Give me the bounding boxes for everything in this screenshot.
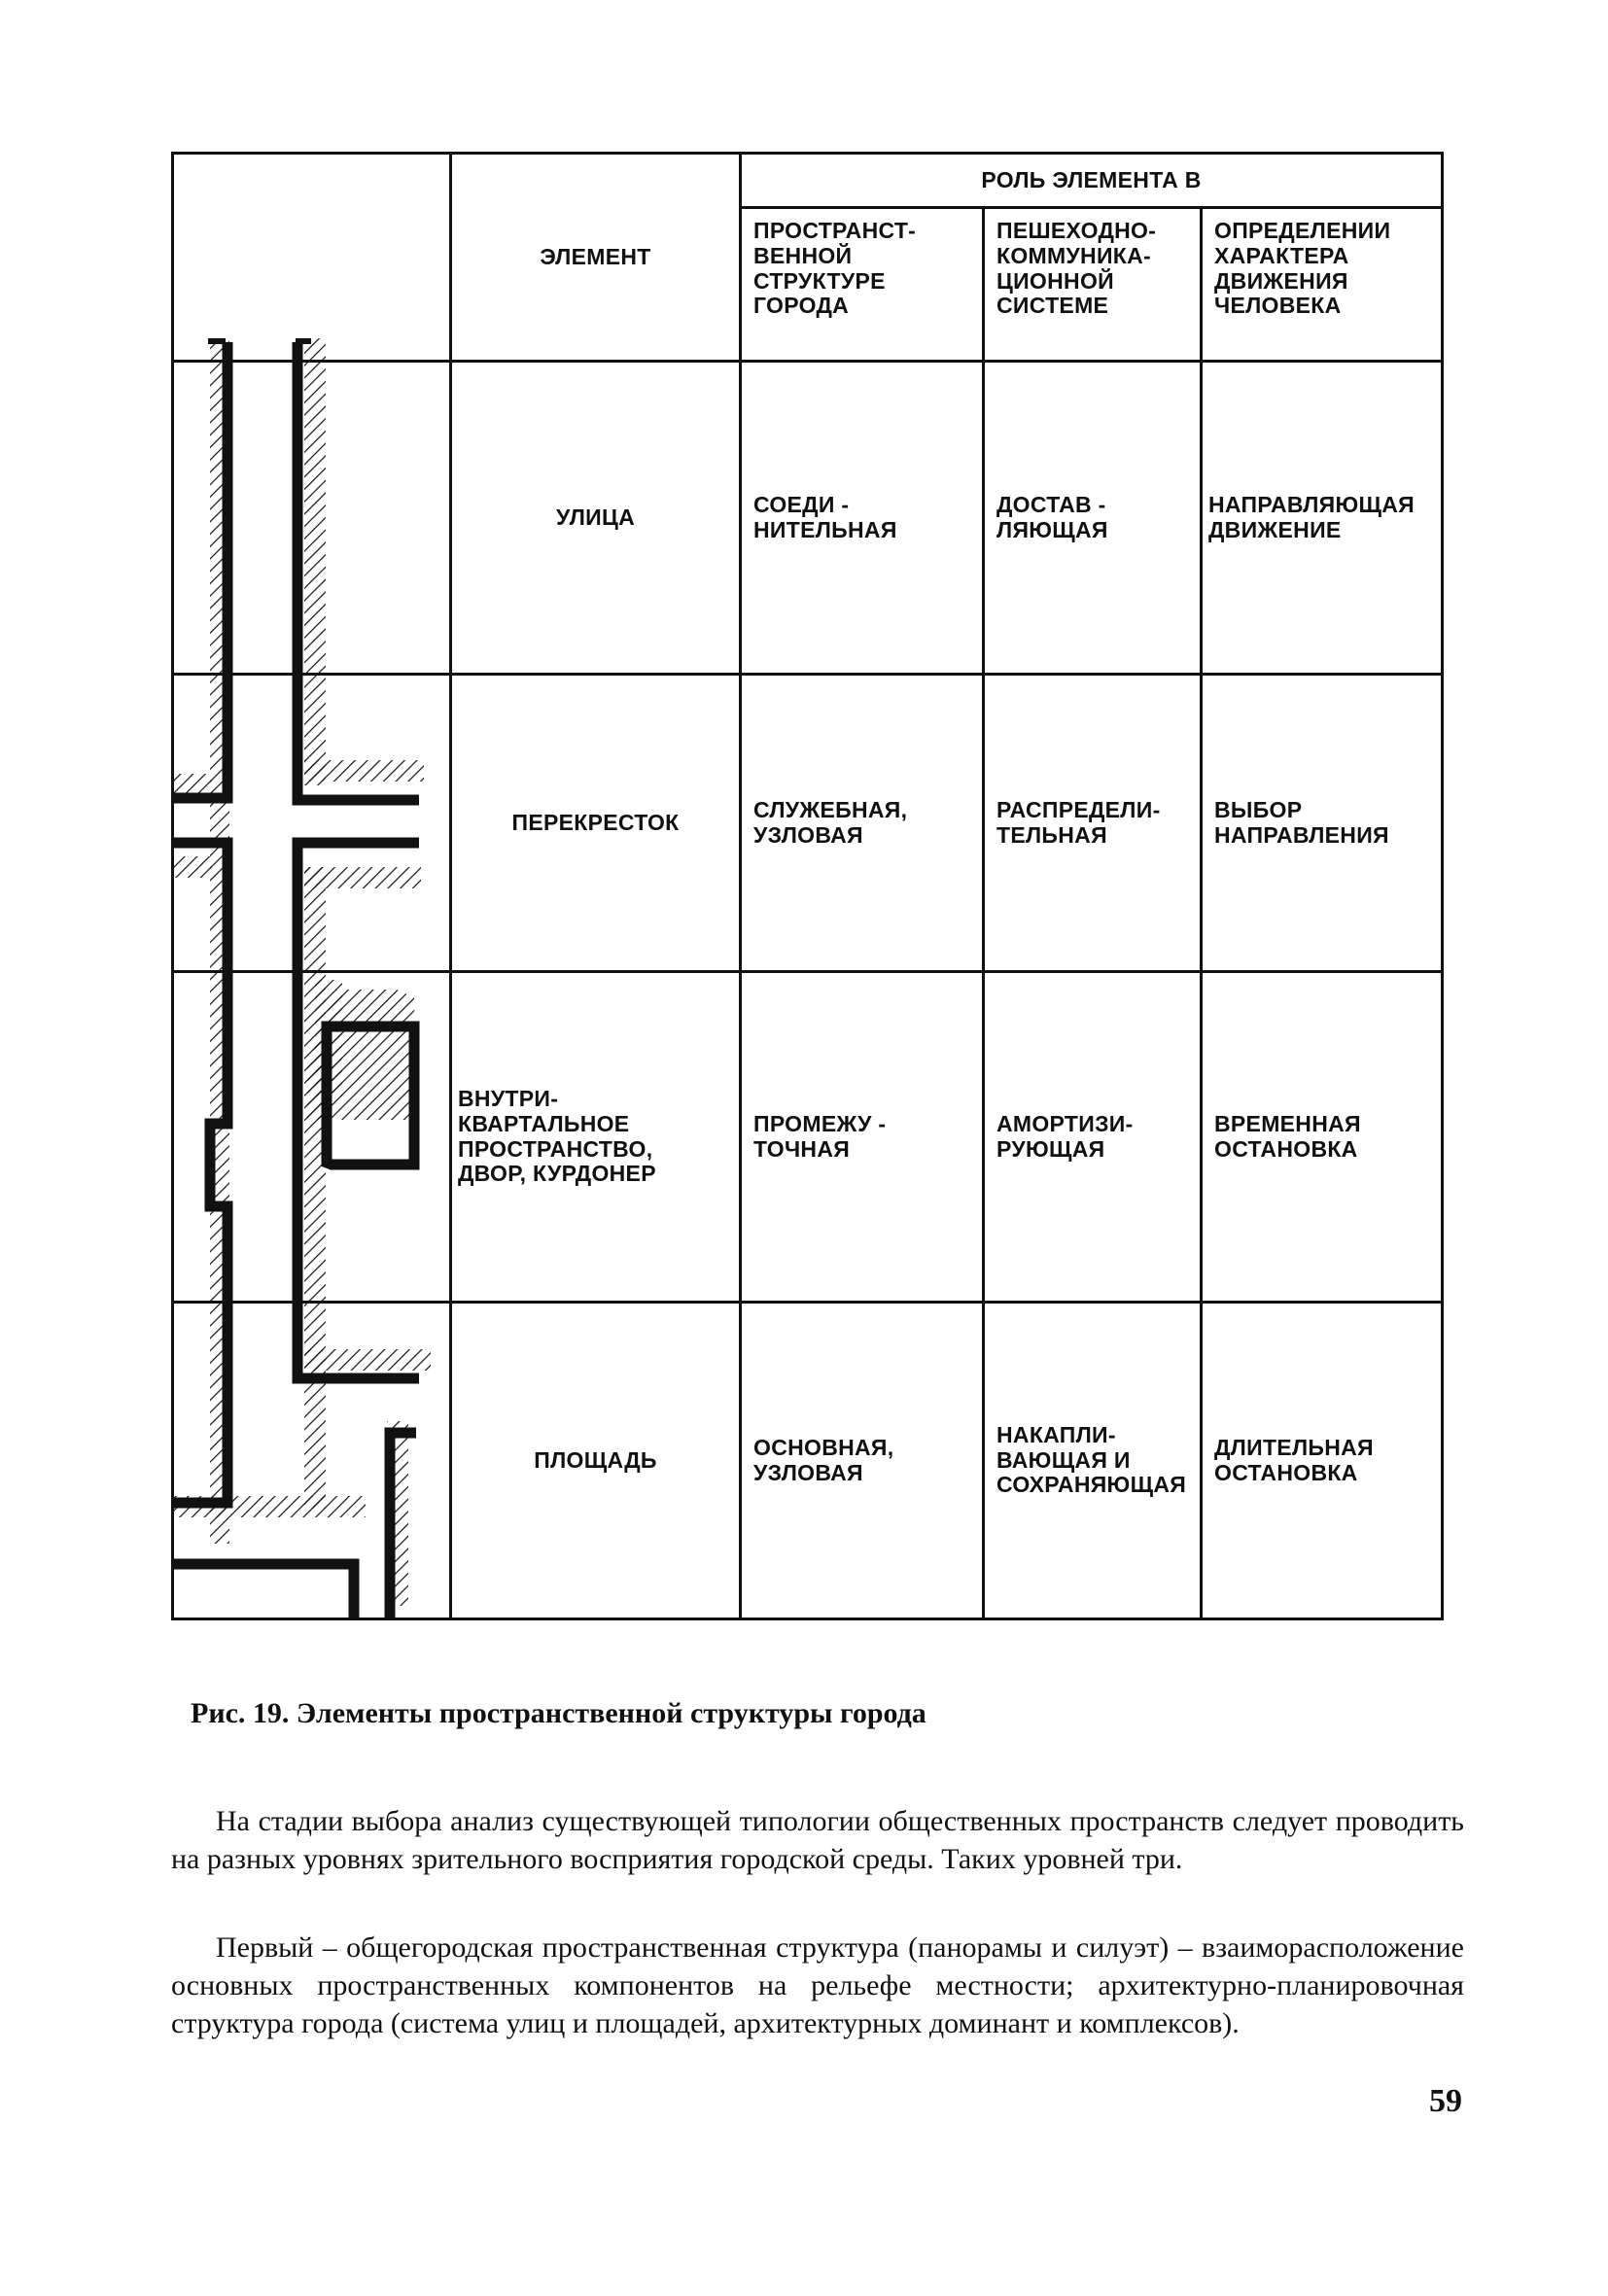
table-row xyxy=(173,1303,1443,1619)
plan-cell-courtyard xyxy=(173,972,451,1303)
role-pedestrian: АМОРТИЗИ- РУЮЩАЯ xyxy=(984,972,1202,1303)
element-name: УЛИЦА xyxy=(451,362,741,675)
table-row xyxy=(173,675,1443,972)
plan-cell-crossroad xyxy=(173,675,451,972)
figure-caption: Рис. 19. Элементы пространственной структуры города xyxy=(191,1697,926,1729)
role-movement: НАПРАВЛЯЮЩАЯ ДВИЖЕНИЕ xyxy=(1202,362,1443,675)
table-row xyxy=(173,972,1443,1303)
column-header-movement: ОПРЕДЕЛЕНИИ ХАРАКТЕРА ДВИЖЕНИЯ ЧЕЛОВЕКА xyxy=(1202,208,1443,362)
role-spatial: СЛУЖЕБНАЯ, УЗЛОВАЯ xyxy=(741,675,984,972)
plan-cell-street xyxy=(173,362,451,675)
table-header-row-1 xyxy=(173,154,1443,208)
column-header-spatial: ПРОСТРАНСТ- ВЕННОЙ СТРУКТУРЕ ГОРОДА xyxy=(741,208,984,362)
role-pedestrian: НАКАПЛИ- ВАЮЩАЯ И СОХРАНЯЮЩАЯ xyxy=(984,1303,1202,1619)
role-spatial: ПРОМЕЖУ - ТОЧНАЯ xyxy=(741,972,984,1303)
paragraph: Первый – общегородская пространственная структура (панорамы и силуэт) – взаиморасположение основных пространственных компонентов на рельефе местности; архитектурно-планировочная структура города (система улиц и площадей, архитектурных доминант и комплексов). xyxy=(171,1931,1464,2039)
role-movement: ВЫБОР НАПРАВЛЕНИЯ xyxy=(1202,675,1443,972)
elements-table xyxy=(171,152,1444,1620)
plan-corner-cell xyxy=(173,154,451,362)
role-header: РОЛЬ ЭЛЕМЕНТА В xyxy=(741,154,1443,208)
role-movement: ВРЕМЕННАЯ ОСТАНОВКА xyxy=(1202,972,1443,1303)
plan-cell-square xyxy=(173,1303,451,1619)
role-pedestrian: РАСПРЕДЕЛИ- ТЕЛЬНАЯ xyxy=(984,675,1202,972)
element-name: ВНУТРИ- КВАРТАЛЬНОЕ ПРОСТРАНСТВО, ДВОР, КУРДОНЕР xyxy=(451,972,741,1303)
table-row xyxy=(173,362,1443,675)
figure-19 xyxy=(171,152,1441,1618)
element-header: ЭЛЕМЕНТ xyxy=(451,154,741,362)
element-name: ПЕРЕКРЕСТОК xyxy=(451,675,741,972)
role-spatial: ОСНОВНАЯ, УЗЛОВАЯ xyxy=(741,1303,984,1619)
role-pedestrian: ДОСТАВ - ЛЯЮЩАЯ xyxy=(984,362,1202,675)
page-number: 59 xyxy=(1429,2083,1462,2119)
role-movement: ДЛИТЕЛЬНАЯ ОСТАНОВКА xyxy=(1202,1303,1443,1619)
element-name: ПЛОЩАДЬ xyxy=(451,1303,741,1619)
role-spatial: СОЕДИ - НИТЕЛЬНАЯ xyxy=(741,362,984,675)
column-header-pedestrian: ПЕШЕХОДНО- КОММУНИКА- ЦИОННОЙ СИСТЕМЕ xyxy=(984,208,1202,362)
paragraph: На стадии выбора анализ существующей типологии общественных пространств следует проводить на разных уровнях зрительного восприятия городской среды. Таких уровней три. xyxy=(171,1805,1464,1875)
